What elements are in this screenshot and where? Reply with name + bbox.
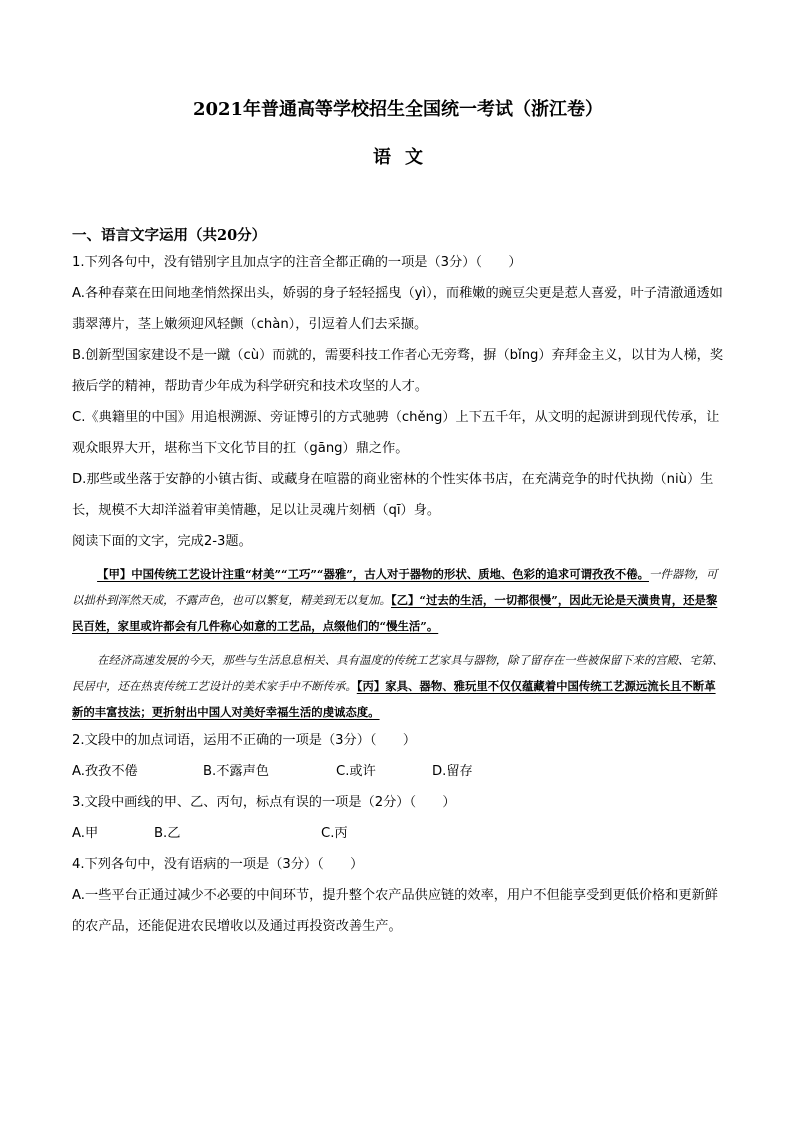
question-1-option-a: A.各种春菜在田间地垄悄然探出头，娇弱的身子轻轻摇曳（yì），而稚嫩的豌豆尖更是惹人喜爱，叶子清澈通透如翡翠薄片，茎上嫩须迎风轻颤（chàn），引逗着人们去采撷。 <box>72 286 723 332</box>
passage-paragraph-2 <box>72 647 724 725</box>
question-1-option-d: D.那些或坐落于安静的小镇古街、或藏身在喧嚣的商业密林的个性实体书店，在充满竞争的时代执拗（niù）生长，规模不大却洋溢着审美情趣，足以让灵魂片刻栖（qī）身。 <box>72 472 714 518</box>
question-1-option-c: C.《典籍里的中国》用追根溯源、旁证博引的方式驰骋（chěng）上下五千年，从文明的起源讲到现代传承，让观众眼界大开，堪称当下文化节目的扛（gāng）鼎之作。 <box>72 410 720 456</box>
question-2-stem: 2.文段中的加点词语，运用不正确的一项是（3分）（ ） <box>72 733 417 748</box>
question-3-option-b: B.乙 <box>154 826 181 841</box>
question-2-option-c: C.或许 <box>336 764 376 779</box>
passage-sentence-yi: 【乙】“过去的生活，一切都很慢”，因此无论是天潢贵胄，还是黎民百姓，家里或许都会有几件称心如意的工艺品，点缀他们的“慢生活”。 <box>72 593 718 633</box>
question-1-option-b: B.创新型国家建设不是一蹴（cù）而就的，需要科技工作者心无旁骛，摒（bǐng）弃拜金主义，以甘为人梯，奖掖后学的精神，帮助青少年成为科学研究和技术攻坚的人才。 <box>72 348 724 394</box>
passage-sentence-jia: 【甲】中国传统工艺设计注重“材美”“工巧”“器雅”，古人对于器物的形状、质地、色彩的追求可谓孜孜不倦。 <box>97 567 649 581</box>
question-3-stem: 3.文段中画线的甲、乙、丙句，标点有误的一项是（2分）（ ） <box>72 795 456 810</box>
passage-sentence-plain: 一件器物，可以拙朴到浑然天成，不露声色，也可以繁复，精美到无以复加。 <box>72 567 718 607</box>
question-3-option-a: A.甲 <box>72 826 99 841</box>
question-3-option-c: C.丙 <box>321 826 348 841</box>
document-page <box>72 98 724 942</box>
subject-title: 语文 <box>373 147 437 168</box>
passage-sentence-bing: 【丙】家具、器物、雅玩里不仅仅蕴藏着中国传统工艺源远流长且不断革新的丰富技法；更折射出中国人对美好幸福生活的虔诚态度。 <box>72 679 716 719</box>
question-1-stem: 1.下列各句中，没有错别字且加点字的注音全都正确的一项是（3分）（ ） <box>72 255 522 270</box>
question-2-option-a: A.孜孜不倦 <box>72 764 138 779</box>
passage-sentence-plain-2: 在经济高速发展的今天，那些与生活息息相关、具有温度的传统工艺家具与器物，除了留存在一些被保留下来的宫殿、宅第、民居中，还在热衷传统工艺设计的美术家手中不断传承。 <box>72 653 724 693</box>
question-2-option-d: D.留存 <box>432 764 473 779</box>
question-2-options <box>72 756 724 787</box>
question-2 <box>72 725 724 787</box>
reading-intro: 阅读下面的文字，完成2-3题。 <box>72 534 252 549</box>
exam-title: 2021年普通高等学校招生全国统一考试（浙江卷） <box>192 99 604 120</box>
question-3-options <box>72 818 724 849</box>
question-4 <box>72 849 724 942</box>
question-4-option-a: A.一些平台正通过减少不必要的中间环节，提升整个农产品供应链的效率，用户不但能享受到更低价格和更新鲜的农产品，还能促进农民增收以及通过再投资改善生产。 <box>72 888 718 934</box>
section-heading: 一、语言文字运用（共20分） <box>72 227 267 244</box>
passage-paragraph-1 <box>72 561 724 639</box>
question-4-stem: 4.下列各句中，没有语病的一项是（3分）（ ） <box>72 857 364 872</box>
question-3 <box>72 787 724 849</box>
reading-passage <box>72 561 724 725</box>
question-1 <box>72 247 724 526</box>
question-2-option-b: B.不露声色 <box>203 764 269 779</box>
